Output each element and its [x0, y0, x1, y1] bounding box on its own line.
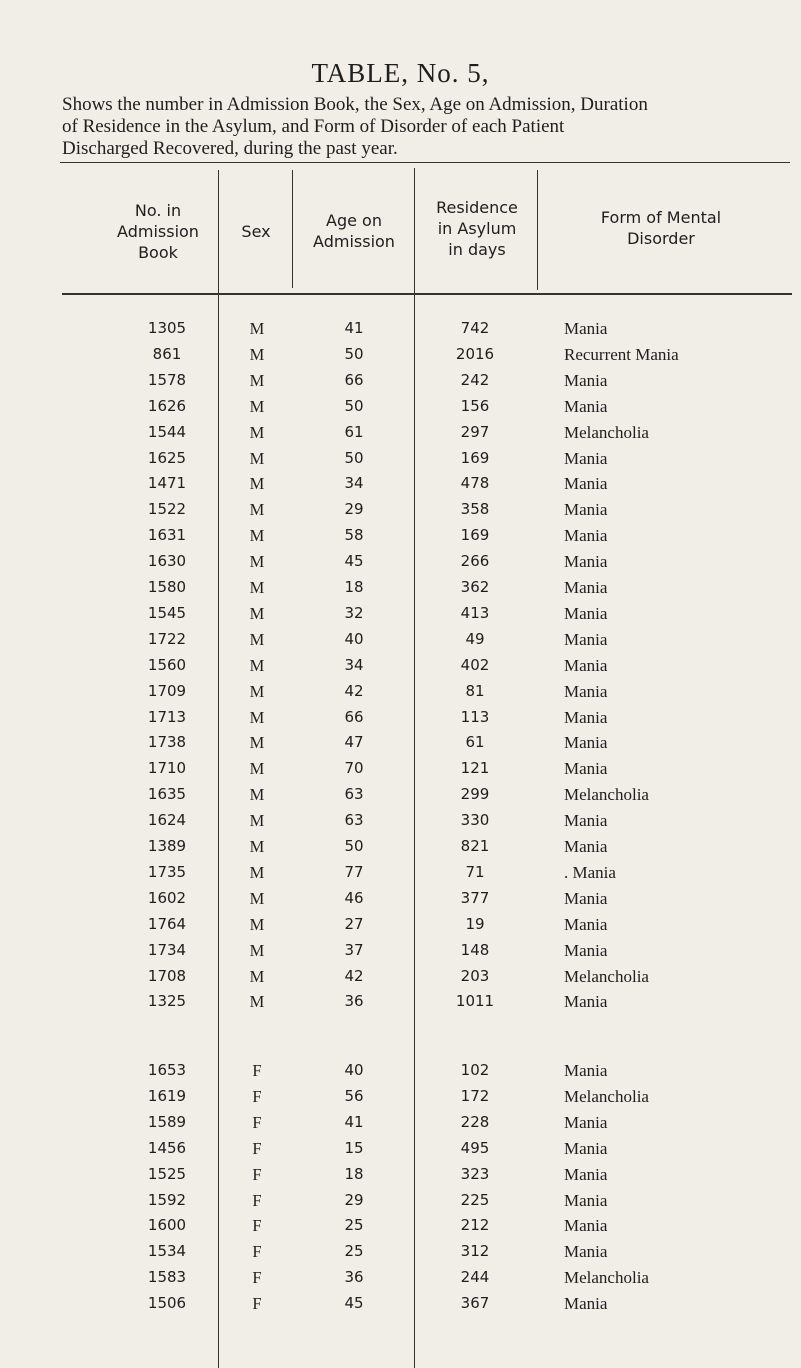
- residence-days-cell: 169: [460, 526, 490, 545]
- residence-days-cell: 299: [460, 785, 490, 804]
- sex-cell: M: [249, 578, 265, 597]
- table-row: [0, 397, 801, 423]
- residence-days-cell: 495: [460, 1138, 490, 1157]
- sex-cell: F: [252, 1112, 262, 1132]
- admission-number-cell: 1619: [147, 1086, 187, 1105]
- residence-days-cell: 358: [460, 500, 490, 519]
- admission-number-cell: 1625: [147, 448, 187, 467]
- residence-days-cell: 156: [460, 396, 490, 415]
- admission-number-cell: 1456: [147, 1138, 187, 1157]
- residence-days-cell: 242: [460, 370, 490, 389]
- residence-days-cell: 362: [460, 578, 490, 596]
- residence-days-cell: 113: [460, 707, 490, 726]
- header-line: Admission: [313, 232, 395, 251]
- age-cell: 66: [344, 707, 364, 726]
- sex-cell: M: [249, 759, 265, 779]
- age-cell: 27: [344, 914, 364, 933]
- age-cell: 63: [344, 811, 364, 830]
- disorder-form-cell: . Mania: [564, 862, 616, 882]
- admission-number-cell: 1722: [147, 629, 187, 648]
- admission-number-cell: 1635: [147, 785, 187, 804]
- column-divider: [292, 170, 293, 288]
- sex-cell: M: [249, 888, 265, 908]
- sex-cell: M: [249, 914, 265, 934]
- admission-number-cell: 1764: [147, 914, 187, 933]
- table-row: [0, 526, 801, 552]
- disorder-form-cell: Mania: [564, 500, 608, 520]
- admission-number-cell: 1471: [147, 474, 187, 493]
- table-row: [0, 656, 801, 682]
- age-cell: 63: [344, 785, 364, 804]
- admission-number-cell: 1305: [147, 319, 187, 337]
- disorder-form-cell: Recurrent Mania: [564, 344, 679, 364]
- age-cell: 50: [344, 448, 364, 467]
- residence-days-cell: 121: [460, 759, 490, 778]
- disorder-form-cell: Mania: [564, 370, 608, 390]
- disorder-form-cell: Mania: [564, 992, 608, 1012]
- header-no-in-admission-book: [100, 200, 216, 263]
- admission-number-cell: 1710: [147, 759, 187, 778]
- sex-cell: M: [249, 655, 265, 675]
- admission-number-cell: 1602: [147, 888, 187, 907]
- residence-days-cell: 377: [460, 888, 490, 907]
- disorder-form-cell: Mania: [564, 319, 608, 338]
- header-line: Age on: [326, 211, 382, 230]
- admission-number-cell: 1560: [147, 655, 187, 674]
- disorder-form-cell: Mania: [564, 578, 608, 597]
- description-line: Shows the number in Admission Book, the Sex, Age on Admission, Duration: [62, 94, 648, 115]
- admission-number-cell: 1708: [147, 966, 187, 985]
- table-row: [0, 837, 801, 863]
- residence-days-cell: 203: [460, 966, 490, 985]
- age-cell: 50: [344, 344, 364, 363]
- disorder-form-cell: Mania: [564, 1190, 608, 1210]
- admission-number-cell: 1583: [147, 1268, 187, 1287]
- disorder-form-cell: Mania: [564, 474, 608, 494]
- residence-days-cell: 225: [460, 1190, 490, 1209]
- header-bottom-rule: [62, 293, 792, 295]
- admission-number-cell: 1545: [147, 603, 187, 622]
- residence-days-cell: 821: [460, 837, 490, 855]
- age-cell: 42: [344, 966, 364, 985]
- table-row: [0, 733, 801, 759]
- disorder-form-cell: Melancholia: [564, 422, 649, 442]
- age-cell: 45: [344, 1294, 364, 1313]
- sex-cell: M: [249, 733, 265, 753]
- sex-cell: F: [252, 1138, 262, 1158]
- sex-cell: F: [252, 1190, 262, 1210]
- table-row: [0, 889, 801, 915]
- residence-days-cell: 172: [460, 1086, 490, 1105]
- disorder-form-cell: Mania: [564, 1112, 608, 1132]
- residence-days-cell: 244: [460, 1268, 490, 1287]
- table-row: [0, 941, 801, 967]
- sex-cell: F: [252, 1268, 262, 1288]
- admission-number-cell: 1325: [147, 992, 187, 1011]
- admission-number-cell: 1389: [147, 837, 187, 855]
- residence-days-cell: 297: [460, 422, 490, 441]
- residence-days-cell: 228: [460, 1112, 490, 1131]
- age-cell: 47: [344, 733, 364, 752]
- header-residence-in-asylum: [416, 197, 538, 260]
- sex-cell: F: [252, 1061, 262, 1080]
- table-row: [0, 630, 801, 656]
- sex-cell: M: [249, 500, 265, 520]
- residence-days-cell: 19: [465, 914, 485, 933]
- table-row: [0, 319, 801, 345]
- header-line: in days: [448, 240, 506, 259]
- disorder-form-cell: Mania: [564, 733, 608, 753]
- sex-cell: F: [252, 1242, 262, 1262]
- disorder-form-cell: Mania: [564, 681, 608, 701]
- table-row: [0, 552, 801, 578]
- header-line: Form of Mental: [600, 208, 722, 227]
- disorder-form-cell: Mania: [564, 396, 608, 416]
- disorder-form-cell: Mania: [564, 888, 608, 908]
- disorder-form-cell: Mania: [564, 759, 608, 779]
- table-row: [0, 811, 801, 837]
- disorder-form-cell: Mania: [564, 603, 608, 623]
- disorder-form-cell: Mania: [564, 1216, 608, 1236]
- residence-days-cell: 148: [460, 940, 490, 959]
- sex-cell: M: [249, 681, 265, 701]
- sex-cell: M: [249, 448, 265, 468]
- description-line: of Residence in the Asylum, and Form of Disorder of each Patient: [62, 116, 565, 137]
- table-row: [0, 915, 801, 941]
- table-row: [0, 371, 801, 397]
- table-row: [0, 345, 801, 371]
- table-row: [0, 1268, 801, 1294]
- age-cell: 50: [344, 396, 364, 415]
- residence-days-cell: 367: [460, 1294, 490, 1313]
- residence-days-cell: 402: [460, 655, 490, 674]
- admission-number-cell: 1653: [147, 1061, 187, 1079]
- residence-days-cell: 102: [460, 1061, 490, 1079]
- disorder-form-cell: Mania: [564, 655, 608, 675]
- disorder-form-cell: Mania: [564, 1061, 608, 1080]
- admission-number-cell: 1506: [147, 1294, 187, 1313]
- admission-number-cell: 1544: [147, 422, 187, 441]
- table-row: [0, 604, 801, 630]
- table-row: [0, 1139, 801, 1165]
- age-cell: 34: [344, 474, 364, 493]
- sex-cell: M: [249, 526, 265, 546]
- age-cell: 25: [344, 1242, 364, 1261]
- admission-number-cell: 1738: [147, 733, 187, 752]
- table-row: [0, 1191, 801, 1217]
- residence-days-cell: 323: [460, 1164, 490, 1183]
- table-row: [0, 500, 801, 526]
- sex-cell: M: [249, 552, 265, 572]
- age-cell: 41: [344, 319, 364, 337]
- age-cell: 61: [344, 422, 364, 441]
- sex-cell: M: [249, 992, 265, 1012]
- sex-cell: M: [249, 966, 265, 986]
- disorder-form-cell: Mania: [564, 1164, 608, 1184]
- table-row: [0, 1294, 801, 1320]
- table-row: [0, 785, 801, 811]
- table-row: [0, 578, 801, 604]
- residence-days-cell: 169: [460, 448, 490, 467]
- sex-cell: M: [249, 940, 265, 960]
- sex-cell: F: [252, 1294, 262, 1314]
- age-cell: 46: [344, 888, 364, 907]
- table-row: [0, 1242, 801, 1268]
- sex-cell: M: [249, 811, 265, 831]
- table-row: [0, 1061, 801, 1087]
- disorder-form-cell: Mania: [564, 526, 608, 546]
- admission-number-cell: 1600: [147, 1216, 187, 1235]
- admission-number-cell: 1626: [147, 396, 187, 415]
- age-cell: 25: [344, 1216, 364, 1235]
- sex-cell: M: [249, 344, 265, 364]
- residence-days-cell: 2016: [455, 344, 495, 363]
- admission-number-cell: 1522: [147, 500, 187, 519]
- disorder-form-cell: Mania: [564, 448, 608, 468]
- header-line: Disorder: [627, 229, 695, 248]
- age-cell: 29: [344, 500, 364, 519]
- table-row: [0, 1113, 801, 1139]
- residence-days-cell: 413: [460, 603, 490, 622]
- header-form-of-mental-disorder: [545, 207, 777, 249]
- age-cell: 18: [344, 1164, 364, 1183]
- header-line: Admission: [117, 222, 199, 241]
- header-line: Book: [138, 243, 178, 262]
- disorder-form-cell: Mania: [564, 1242, 608, 1262]
- age-cell: 56: [344, 1086, 364, 1105]
- age-cell: 36: [344, 992, 364, 1011]
- table-row: [0, 863, 801, 889]
- sex-cell: M: [249, 370, 265, 390]
- top-rule: [60, 162, 790, 163]
- table-row: [0, 1087, 801, 1113]
- disorder-form-cell: Mania: [564, 707, 608, 727]
- age-cell: 40: [344, 1061, 364, 1079]
- admission-number-cell: 1713: [147, 707, 187, 726]
- disorder-form-cell: Mania: [564, 811, 608, 831]
- age-cell: 29: [344, 1190, 364, 1209]
- age-cell: 45: [344, 552, 364, 571]
- admission-number-cell: 1624: [147, 811, 187, 830]
- age-cell: 18: [344, 578, 364, 596]
- sex-cell: M: [249, 319, 265, 338]
- header-line: Sex: [241, 222, 271, 241]
- age-cell: 70: [344, 759, 364, 778]
- table-row: [0, 449, 801, 475]
- residence-days-cell: 330: [460, 811, 490, 830]
- disorder-form-cell: Mania: [564, 552, 608, 572]
- disorder-form-cell: Melancholia: [564, 1086, 649, 1106]
- disorder-form-cell: Mania: [564, 837, 608, 856]
- sex-cell: M: [249, 837, 265, 856]
- sex-cell: M: [249, 862, 265, 882]
- residence-days-cell: 742: [460, 319, 490, 337]
- sex-cell: M: [249, 629, 265, 649]
- age-cell: 41: [344, 1112, 364, 1131]
- sex-cell: F: [252, 1216, 262, 1236]
- admission-number-cell: 1578: [147, 370, 187, 389]
- disorder-form-cell: Melancholia: [564, 966, 649, 986]
- residence-days-cell: 478: [460, 474, 490, 493]
- admission-number-cell: 1734: [147, 940, 187, 959]
- admission-number-cell: 1630: [147, 552, 187, 571]
- disorder-form-cell: Mania: [564, 940, 608, 960]
- admission-number-cell: 861: [152, 344, 182, 363]
- residence-days-cell: 49: [465, 629, 485, 648]
- residence-days-cell: 312: [460, 1242, 490, 1261]
- residence-days-cell: 266: [460, 552, 490, 571]
- residence-days-cell: 71: [465, 862, 485, 881]
- table-row: [0, 682, 801, 708]
- admission-number-cell: 1735: [147, 862, 187, 881]
- age-cell: 42: [344, 681, 364, 700]
- header-line: in Asylum: [437, 219, 517, 238]
- age-cell: 34: [344, 655, 364, 674]
- residence-days-cell: 212: [460, 1216, 490, 1235]
- disorder-form-cell: Mania: [564, 914, 608, 934]
- age-cell: 15: [344, 1138, 364, 1157]
- sex-cell: M: [249, 707, 265, 727]
- table-row: [0, 474, 801, 500]
- age-cell: 50: [344, 837, 364, 855]
- table-row: [0, 708, 801, 734]
- sex-cell: F: [252, 1164, 262, 1184]
- age-cell: 66: [344, 370, 364, 389]
- disorder-form-cell: Mania: [564, 1138, 608, 1158]
- age-cell: 77: [344, 862, 364, 881]
- sex-cell: F: [252, 1086, 262, 1106]
- disorder-form-cell: Mania: [564, 1294, 608, 1314]
- admission-number-cell: 1534: [147, 1242, 187, 1261]
- disorder-form-cell: Mania: [564, 629, 608, 649]
- disorder-form-cell: Melancholia: [564, 1268, 649, 1288]
- table-title: TABLE, No. 5,: [311, 58, 490, 88]
- admission-number-cell: 1709: [147, 681, 187, 700]
- sex-cell: M: [249, 603, 265, 623]
- header-line: No. in: [134, 201, 182, 220]
- table-row: [0, 967, 801, 993]
- disorder-form-cell: Melancholia: [564, 785, 649, 805]
- admission-number-cell: 1580: [147, 578, 187, 596]
- sex-cell: M: [249, 422, 265, 442]
- table-row: [0, 759, 801, 785]
- admission-number-cell: 1631: [147, 526, 187, 545]
- admission-number-cell: 1592: [147, 1190, 187, 1209]
- admission-number-cell: 1525: [147, 1164, 187, 1183]
- sex-cell: M: [249, 785, 265, 805]
- table-row: [0, 423, 801, 449]
- age-cell: 37: [344, 940, 364, 959]
- residence-days-cell: 81: [465, 681, 485, 700]
- description-line: Discharged Recovered, during the past year.: [62, 138, 398, 159]
- residence-days-cell: 61: [465, 733, 485, 752]
- table-row: [0, 1216, 801, 1242]
- header-sex: [220, 221, 292, 242]
- table-row: [0, 1165, 801, 1191]
- age-cell: 36: [344, 1268, 364, 1287]
- admission-number-cell: 1589: [147, 1112, 187, 1131]
- header-age-on-admission: [294, 210, 414, 252]
- header-line: Residence: [436, 198, 518, 217]
- sex-cell: M: [249, 474, 265, 494]
- residence-days-cell: 1011: [455, 992, 495, 1011]
- table-description: [62, 94, 800, 160]
- table-row: [0, 992, 801, 1018]
- age-cell: 40: [344, 629, 364, 648]
- age-cell: 58: [344, 526, 364, 545]
- sex-cell: M: [249, 396, 265, 416]
- age-cell: 32: [344, 603, 364, 622]
